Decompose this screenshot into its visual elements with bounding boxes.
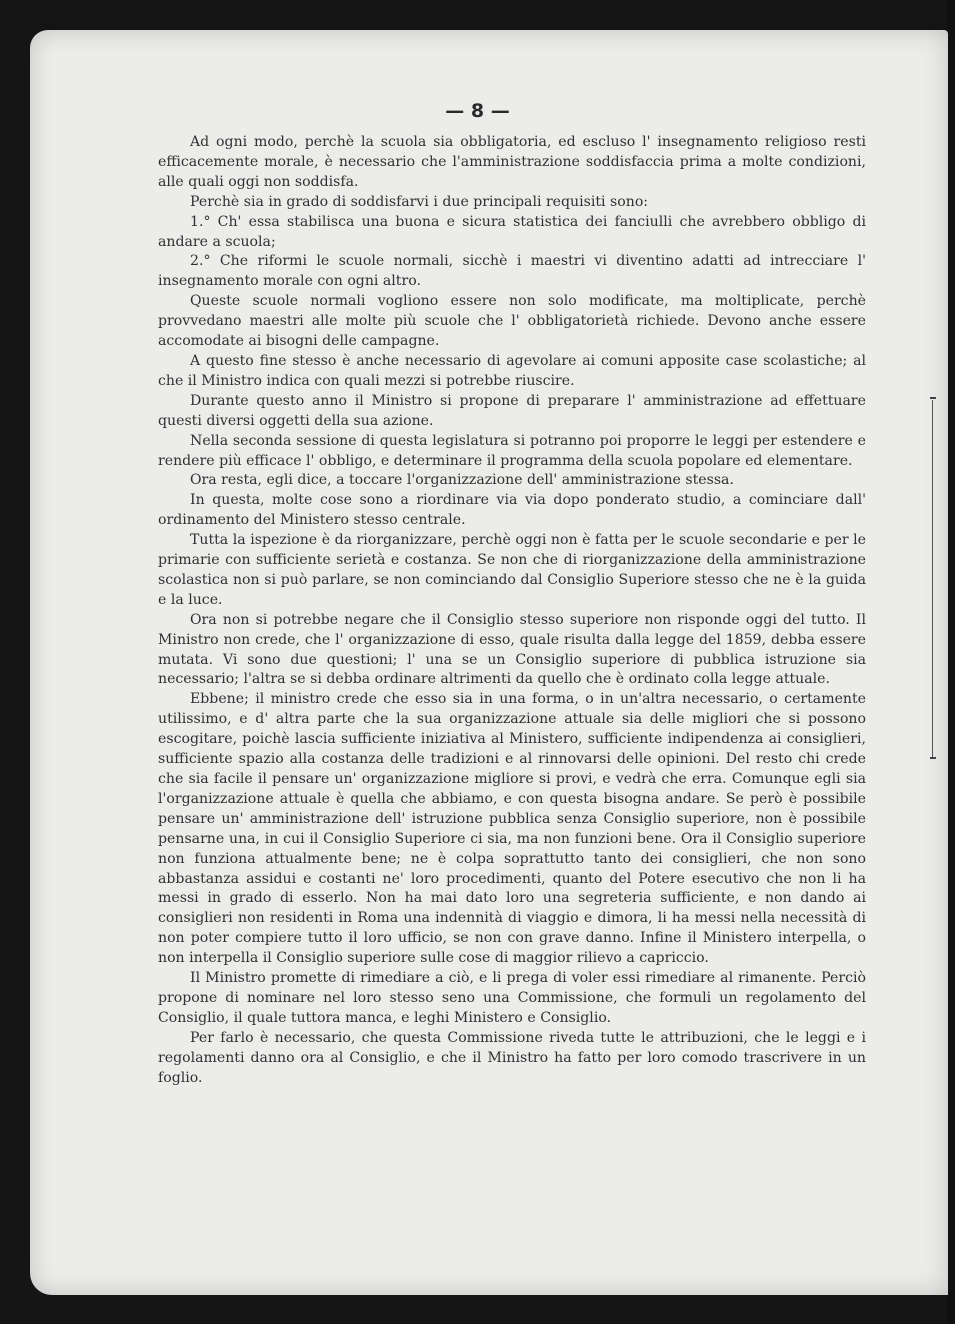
list-item: 1.° Ch' essa stabilisca una buona e sicura statistica dei fanciulli che avrebbero obbligo di andare a scuola; (158, 213, 866, 250)
binding-mark-bottom (930, 757, 936, 759)
paragraph: Queste scuole normali vogliono essere non solo modificate, ma moltiplicate, perchè provvedano maestri alle molte più scuole che l' obbligatorietà richiede. Devono anche essere accomodate ai bisogni delle campagne. (158, 293, 866, 350)
page-number: — 8 — (445, 100, 510, 122)
scan-right-border (947, 0, 955, 1324)
binding-line (932, 400, 933, 758)
scan-top-border (0, 0, 955, 30)
paragraph: Nella seconda sessione di questa legislatura si potranno poi proporre le leggi per estendere e rendere più efficace l' obbligo, e determinare il programma della scuola popolare ed elementare. (158, 432, 866, 469)
paragraph: Per farlo è necessario, che questa Commissione riveda tutte le attribuzioni, che le leggi e i regolamenti danno ora al Consiglio, e che il Ministro ha fatto per loro comodo trascrivere in un foglio. (158, 1029, 866, 1086)
paragraph: In questa, molte cose sono a riordinare via via dopo ponderato studio, a cominciare dall' ordinamento del Ministero stesso centrale. (158, 492, 866, 529)
paragraph: Ora non si potrebbe negare che il Consiglio stesso superiore non risponde oggi del tutto. Il Ministro non crede, che l' organizzazione di esso, quale risulta dalla legge del 1859, debba essere mutata. Vi sono due questioni; l' una se un Consiglio superiore di pubblica istruzione sia necessario; l'altra se si debba ordinare altrimenti da quello che è ordinato colla legge attuale. (158, 611, 866, 688)
paragraph: Durante questo anno il Ministro si propone di preparare l' amministrazione ad effettuare questi diversi oggetti della sua azione. (158, 392, 866, 429)
paragraph: Perchè sia in grado di soddisfarvi i due principali requisiti sono: (190, 193, 649, 210)
paragraph: Ora resta, egli dice, a toccare l'organizzazione dell' amministrazione stessa. (190, 472, 734, 489)
binding-mark-top (930, 397, 936, 399)
paragraph: Il Ministro promette di rimediare a ciò, e li prega di voler essi rimediare al rimanente. Perciò propone di nominare nel loro stesso seno una Commissione, che formuli un regolamento del Consiglio, il quale tuttora manca, e leghi Ministero e Consiglio. (158, 970, 866, 1026)
list-item: 2.° Che riformi le scuole normali, sicchè i maestri vi diventino adatti ad intrecciare l' insegnamento morale con ogni altro. (158, 253, 866, 290)
paragraph: Ad ogni modo, perchè la scuola sia obbligatoria, ed escluso l' insegnamento religioso resti efficacemente morale, è necessario che l'amministrazione soddisfaccia prima a molte condizioni, alle quali oggi non soddisfa. (158, 134, 866, 190)
page-body (158, 133, 866, 1089)
paragraph: Ebbene; il ministro crede che esso sia in una forma, o in un'altra necessario, o certamente utilissimo, e d' altra parte che la sua organizzazione attuale sia delle migliori che si possono escogitare, poichè lascia sufficiente iniziativa al Ministero, sufficiente indipendenza ai consiglieri, sufficiente spazio alla costanza delle tradizioni e al rinnovarsi delle opinioni. Del resto chi crede che sia facile il pensare un' organizzazione migliore si provi, e vedrà che erra. Comunque egli sia l'organizzazione attuale è quella che abbiamo, e con questa bisogna andare. Se però è possibile pensare un' amministrazione dell' istruzione pubblica senza Consiglio superiore, non è possibile pensarne una, in cui il Consiglio Superiore ci sia, ma non funzioni bene. Ora il Consiglio superiore non funziona attualmente bene; ne è colpa soprattutto tanto dei consiglieri, che non sono abbastanza assidui e costanti ne' loro procedimenti, quanto del Potere esecutivo che non li ha messi in grado di esserlo. Non ha mai dato loro una segreteria sufficiente, e non dando ai consiglieri non residenti in Roma una indennità di viaggio e dimora, li ha messi nella necessità di non poter compiere tutto il loro ufficio, se non con grave danno. Infine il Ministero interpella, o non interpella il Consiglio superiore sulle cose di maggior rilievo a capriccio. (158, 691, 866, 967)
paragraph: A questo fine stesso è anche necessario di agevolare ai comuni apposite case scolastiche; al che il Ministro indica con quali mezzi si potrebbe riuscire. (158, 352, 866, 389)
paragraph: Tutta la ispezione è da riorganizzare, perchè oggi non è fatta per le scuole secondarie e per le primarie con sufficiente serietà e costanza. Se non che di riorganizzazione della amministrazione scolastica non si può parlare, se non cominciando dal Consiglio Superiore stesso che ne è la guida e la luce. (158, 532, 866, 608)
